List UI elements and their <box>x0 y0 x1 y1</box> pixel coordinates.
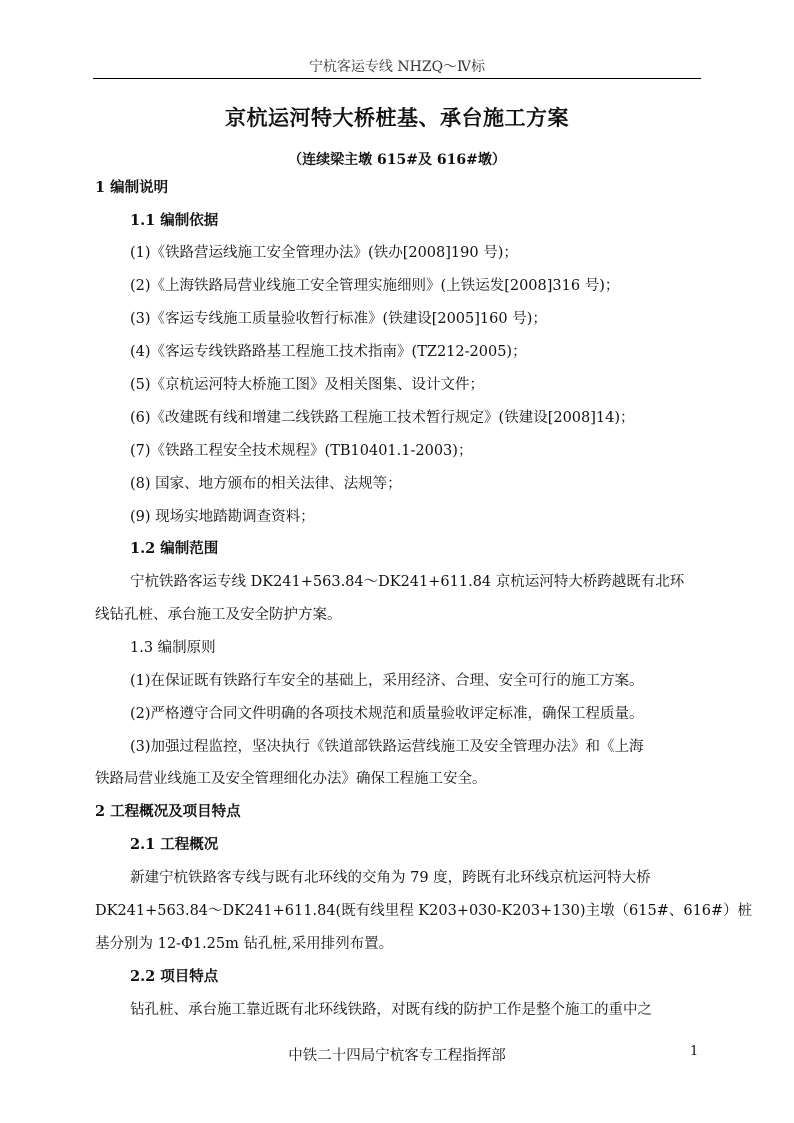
basis-item: (6)《改建既有线和增建二线铁路工程施工技术暂行规定》(铁建设[2008]14)； <box>130 410 635 426</box>
principle-item: (1)在保证既有铁路行车安全的基础上，采用经济、合理、安全可行的施工方案。 <box>130 673 644 689</box>
principle-item: (3)加强过程监控，坚决执行《铁道部铁路运营线施工及安全管理办法》和《上海 <box>130 739 644 755</box>
overview-paragraph-line: DK241+563.84～DK241+611.84(既有线里程 K203+030-K203+130)主墩（615#、616#）桩 <box>95 903 753 919</box>
basis-item: (2)《上海铁路局营业线施工安全管理实施细则》(上铁运发[2008]316 号)； <box>130 278 620 294</box>
overview-paragraph-line: 新建宁杭铁路客专线与既有北环线的交角为 79 度，跨既有北环线京杭运河特大桥 <box>130 870 651 886</box>
features-paragraph-line: 钻孔桩、承台施工靠近既有北环线铁路，对既有线的防护工作是整个施工的重中之 <box>130 1002 652 1018</box>
basis-item: (4)《客运专线铁路路基工程施工技术指南》(TZ212-2005)； <box>130 344 527 360</box>
basis-item: (9) 现场实地踏勘调查资料； <box>130 509 315 525</box>
subsection-heading-2-1: 2.1 工程概况 <box>130 836 219 853</box>
scope-paragraph-line: 宁杭铁路客运专线 DK241+563.84～DK241+611.84 京杭运河特大桥跨越既有北环 <box>130 574 685 590</box>
principle-item: (2)严格遵守合同文件明确的各项技术规范和质量验收评定标准，确保工程质量。 <box>130 706 644 722</box>
basis-item: (7)《铁路工程安全技术规程》(TB10401.1-2003)； <box>130 443 473 459</box>
document-title: 京杭运河特大桥桩基、承台施工方案 <box>225 105 569 130</box>
principle-item-continued: 铁路局营业线施工及安全管理细化办法》确保工程施工安全。 <box>95 771 487 787</box>
subsection-heading-1-3: 1.3 编制原则 <box>130 640 216 656</box>
scope-paragraph-line: 线钻孔桩、承台施工及安全防护方案。 <box>95 607 342 623</box>
basis-item: (8) 国家、地方颁布的相关法律、法规等； <box>130 476 402 492</box>
page-header: 宁杭客运专线 NHZQ～Ⅳ标 <box>308 59 486 75</box>
subsection-heading-2-2: 2.2 项目特点 <box>130 968 219 985</box>
basis-item: (5)《京杭运河特大桥施工图》及相关图集、设计文件； <box>130 377 485 393</box>
section-heading-1: 1 编制说明 <box>95 179 169 196</box>
header-divider <box>93 78 701 79</box>
subsection-heading-1-2: 1.2 编制范围 <box>130 540 219 557</box>
basis-item: (3)《客运专线施工质量验收暂行标准》(铁建设[2005]160 号)； <box>130 311 547 327</box>
section-heading-2: 2 工程概况及项目特点 <box>95 803 241 820</box>
page-number: 1 <box>690 1044 699 1059</box>
overview-paragraph-line: 基分别为 12-Φ1.25m 钻孔桩,采用排列布置。 <box>95 936 394 952</box>
subsection-heading-1-1: 1.1 编制依据 <box>130 212 219 229</box>
document-subtitle: （连续梁主墩 615#及 616#墩） <box>288 152 506 168</box>
basis-item: (1)《铁路营运线施工安全管理办法》(铁办[2008]190 号)； <box>130 245 518 261</box>
page-footer: 中铁二十四局宁杭客专工程指挥部 <box>288 1048 506 1064</box>
